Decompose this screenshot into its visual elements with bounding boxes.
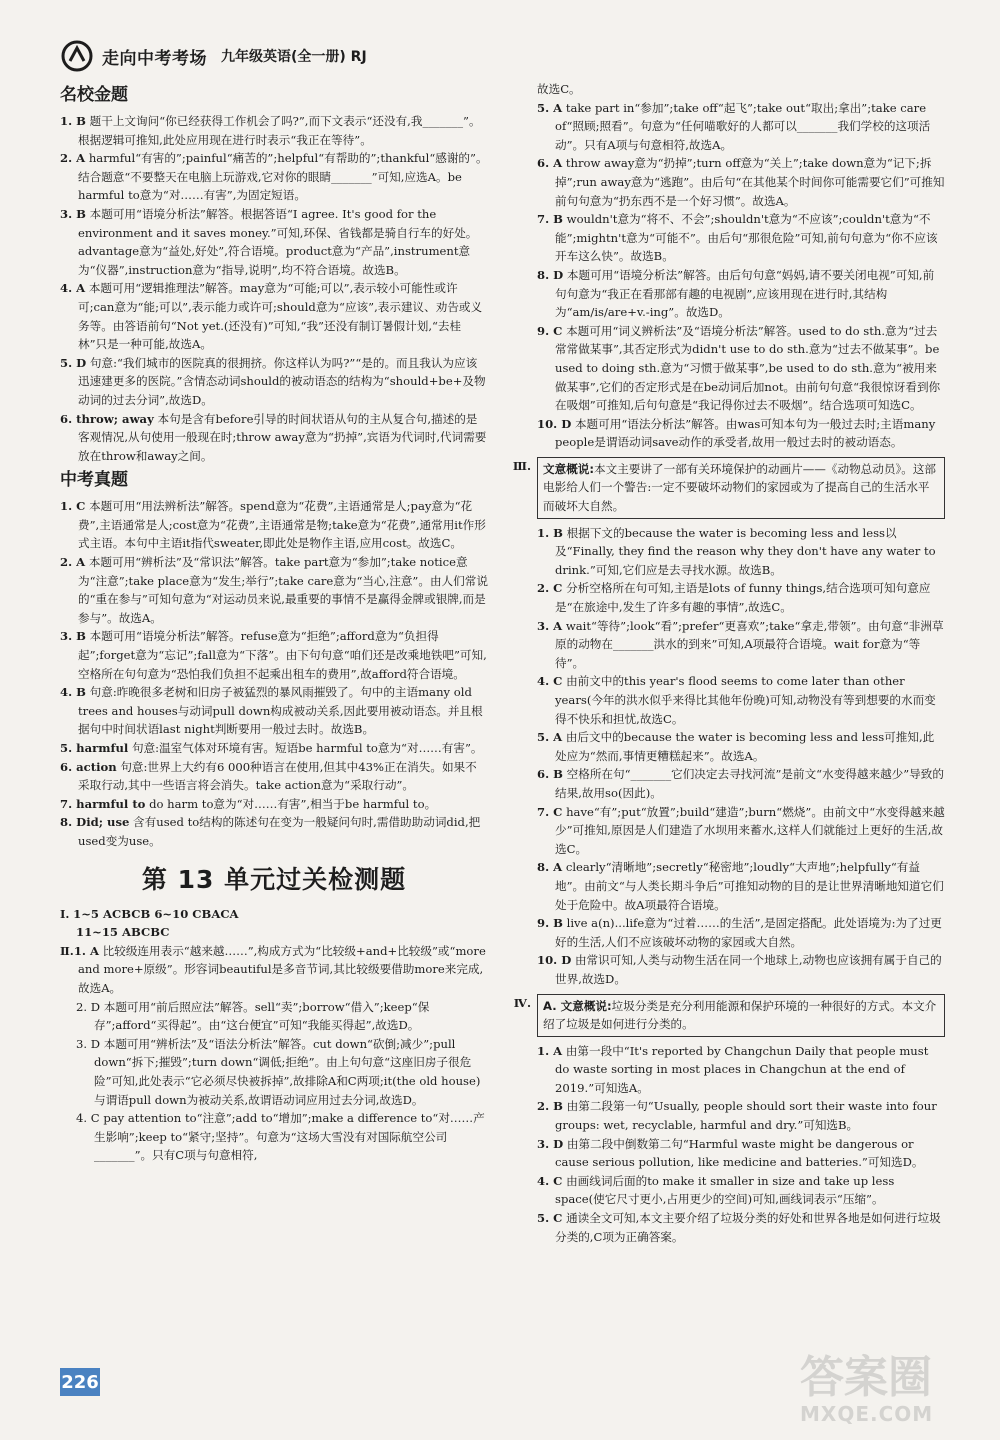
answer-item: 9. B live a(n)...life意为“过着……的生活”,是固定搭配。此处语境为:为了过更好的生活,人们不应该破坏动物的家园或大自然。 xyxy=(537,916,942,949)
answer-item: 1. B 题干上文询问“你已经获得工作机会了吗?”,而下文表示“还没有,我_______”。根据逻辑可推知,此处应用现在进行时表示“我正在等待”。 xyxy=(60,114,481,147)
left-column xyxy=(60,80,488,1165)
answer-item: 4. C 由前文中的this year's flood seems to come later than other years(今年的洪水似乎来得比其他年份晚)可知,动物没有等到想要的水而变得不快乐和担忧,故选C。 xyxy=(537,674,936,726)
answer-item: 6. throw; away 本句是含有before引导的时间状语从句的主从复合句,描述的是客观情况,从句使用一般现在时;throw away意为“扔掉”,宾语为代词时,代词需要放在throw和away之间。 xyxy=(60,411,487,463)
answer-item: 4. C pay attention to“注意”;add to“增加”;make a difference to“对……产生影响”;keep to“紧守;坚持”。句意为“这场大雪没有对国际航空公司_______”。只有C项与句意相符, xyxy=(76,1111,485,1163)
section-zhongkao-answers xyxy=(60,497,488,850)
answer-item: 2. A 本题可用“辨析法”及“常识法”解答。take part意为“参加”;take notice意为“注意”;take place意为“发生;举行”;take care意为“当心,注意”。由人们常说的“重在参与”可知句意为“对运动员来说,最重要的事情不是赢得金牌或银牌,而是参与”。故选A。 xyxy=(60,555,488,625)
book-subtitle: 九年级英语(全一册) RJ xyxy=(221,49,367,65)
answers-part-III xyxy=(537,524,945,989)
summary-box: 文意概说:本文主要讲了一部有关环境保护的动画片——《动物总动员》。这部电影给人们一个警告:一定不要破坏动物们的家园或为了提高自己的生活水平而破坏大自然。 xyxy=(537,457,945,519)
answer-item: 2. B 由第二段第一句“Usually, people should sort their waste into four groups: wet, recyclable, harmful and dry.”可知选B。 xyxy=(537,1099,937,1133)
answer-item: 8. D 本题可用“语境分析法”解答。由后句句意“妈妈,请不要关闭电视”可知,前句句意为“我正在看那部有趣的电视剧”,应该用现在进行时,其结构为“am/is/are+v.-ing”。故选D。 xyxy=(537,267,935,320)
answer-item: 3. A wait“等待”;look“看”;prefer“更喜欢”;take“拿走,带领”。由句意“非洲草原的动物在_______洪水的到来”可知,A项最符合语境。wait for意为“等待”。 xyxy=(537,618,944,670)
answer-item: 2. A harmful“有害的”;painful“痛苦的”;helpful“有帮助的”;thankful“感谢的”。结合题意“不要整天在电脑上玩游戏,它对你的眼睛_______”可知,应选A。be harmful to意为“对……有害”,为固定短语。 xyxy=(60,151,488,203)
answer-item: 7. harmful to do harm to意为“对……有害”,相当于be harmful to。 xyxy=(60,796,437,811)
section-title-zhongkao: 中考真题 xyxy=(60,470,128,491)
answers-part-IV xyxy=(537,1042,945,1247)
publisher-logo-icon xyxy=(60,39,94,73)
answers-part-I: Ⅰ. 1~5 ACBCB 6~10 CBACA xyxy=(60,906,239,921)
part-IV-label: Ⅳ. xyxy=(513,995,531,1010)
page-number: 226 xyxy=(60,1368,100,1396)
book-title: 走向中考考场 xyxy=(102,48,207,69)
answer-item: 5. A 由后文中的because the water is becoming less and less可推知,此处应为“然而,事情更糟糕起来”。故选A。 xyxy=(537,730,935,763)
answer-item: 4. C 由画线词后面的to make it smaller in size and take up less space(使它尺寸更小,占用更少的空间)可知,画线词表示“压缩”。 xyxy=(537,1173,895,1207)
answer-item: 3. B 本题可用“语境分析法”解答。refuse意为“拒绝”;afford意为“负担得起”;forget意为“忘记”;fall意为“下落”。由下句句意“咱们还是改乘地铁吧”可知,空格所在句句意为“恐怕我们负担不起乘出租车的费用”,故afford符合语境。 xyxy=(60,629,487,681)
answer-item: 8. Did; use 含有used to结构的陈述句在变为一般疑问句时,需借助助动词did,把used变为use。 xyxy=(60,815,481,848)
watermark-logo xyxy=(800,1354,980,1432)
answers-part-II xyxy=(60,942,488,1165)
answer-item: Ⅱ.1. A 比较级连用表示“越来越……”,构成方式为“比较级+and+比较级”或“more and more+原级”。形容词beautiful是多音节词,其比较级要借助more来完成,故选A。 xyxy=(60,943,486,995)
answer-item: 8. A clearly“清晰地”;secretly“秘密地”;loudly“大声地”;helpfully“有益地”。由前文“与人类长期斗争后”可推知动物的目的是让世界清晰地知道它们处于危险中。故A项最符合语境。 xyxy=(537,860,944,912)
summary-box: A. 文意概说:垃圾分类是充分利用能源和保护环境的一种很好的方式。本文介绍了垃圾是如何进行分类的。 xyxy=(537,994,945,1037)
section-title-mingxiao: 名校金题 xyxy=(60,85,128,105)
answer-item: 10. D 由常识可知,人类与动物生活在同一个地球上,动物也应该拥有属于自己的世界,故选D。 xyxy=(537,953,942,986)
section-mingxiao-answers xyxy=(60,112,488,465)
answer-item: 9. C 本题可用“词义辨析法”及“语境分析法”解答。used to do sth.意为“过去常常做某事”,其否定形式为didn't use to do sth.意为“过去不做某事”。be used to doing sth.意为“习惯于做某事”,be used to do sth.意为“被用来做某事”,它们的否定形式是在be动词后加not。由前句句意“我很惊讶看到你在吸烟”可推知,后句句意是“我记得你过去不吸烟”。结合选项可知选C。 xyxy=(537,323,941,413)
page-header xyxy=(60,36,520,76)
answer-item: 2. C 分析空格所在句可知,主语是lots of funny things,结合选项可知句意应是“在旅途中,发生了许多有趣的事情”,故选C。 xyxy=(537,581,931,615)
watermark-text: 答案圈 xyxy=(800,1352,932,1403)
answer-item: 3. B 本题可用“语境分析法”解答。根据答语“I agree. It's good for the environment and it saves money.”可知,环保、省钱都是骑自行车的好处。advantage意为“益处,好处”,符合语境。product意为“产品”,instrument意为“仪器”,instruction意为“指导,说明”,均不符合语境。故选B。 xyxy=(60,206,478,277)
answer-item: 5. harmful 句意:温室气体对环境有害。短语be harmful to意为“对……有害”。 xyxy=(60,741,483,755)
answer-item: 5. A take part in“参加”;take off“起飞”;take out“取出;拿出”;take care of“照顾;照看”。句意为“任何喵歌好的人都可以_______我们学校的这项活动”。只有A项与句意相符,故选A。 xyxy=(537,100,931,152)
answer-item: 1. C 本题可用“用法辨析法”解答。spend意为“花费”,主语通常是人;pay意为“花费”,主语通常是人;cost意为“花费”,主语通常是物;take意为“花费”,通常用it作形式主语。本句中主语it指代sweater,即此处是物作主语,应用cost。故选C。 xyxy=(60,499,486,551)
part-III-label: Ⅲ. xyxy=(512,458,531,473)
answer-item: 2. D 本题可用“前后照应法”解答。sell“卖”;borrow“借入”;keep“保存”;afford“买得起”。由“这台便宜”可知“我能买得起”,故选D。 xyxy=(76,999,430,1033)
answer-item: 3. D 本题可用“辨析法”及“语法分析法”解答。cut down“砍倒;减少”;pull down“拆下;摧毁”;turn down“调低;拒绝”。由上句句意“这座旧房子很危险”可知,此处表示“它必须尽快被拆掉”,故排除A和C两项;it(the old house)与谓语pull down为被动关系,故谓语动词应用过去分词,故选D。 xyxy=(76,1036,481,1107)
answer-item: 6. action 句意:世界上大约有6 000种语言在使用,但其中43%正在消失。如果不采取行动,其中一些语言将会消失。take action意为“采取行动”。 xyxy=(60,759,477,793)
answers-part-II-cont xyxy=(537,99,945,452)
answer-item: 6. A throw away意为“扔掉”;turn off意为“关上”;take down意为“记下;拆掉”;run away意为“逃跑”。由后句“在其他某个时间你可能需要它们”可推知前句句意为“扔东西不是一个好习惯”。故选A。 xyxy=(537,156,945,208)
continued-text: 故选C。 xyxy=(537,82,581,96)
part-IV-summary xyxy=(511,994,945,1037)
answer-item: 1. B 根据下文的because the water is becoming less and less以及“Finally, they find the reason why they don't have any water to drink.”可知,它们应是去寻找水源。故选B。 xyxy=(537,525,936,577)
answer-item: 4. B 句意:昨晚很多老树和旧房子被猛烈的暴风雨摧毁了。句中的主语many old trees and houses与动词pull down构成被动关系,因此要用被动语态。并且根据句中时间状语last night判断要用一般过去时。故选B。 xyxy=(60,685,483,737)
part-III-summary xyxy=(511,457,945,519)
answer-item: 5. D 句意:“我们城市的医院真的很拥挤。你这样认为吗?”“是的。而且我认为应该迅速建更多的医院。”含情态动词should的被动语态的结构为“should+be+及物动词的过去分词”,故选D。 xyxy=(60,355,486,407)
answer-item: 7. C have“有”;put“放置”;build“建造”;burn“燃烧”。由前文中“水变得越来越少”可推知,原因是人们建造了水坝用来蓄水,这样人们就能过上更好的生活,故选C。 xyxy=(537,804,945,856)
watermark-site: MXQE.COM xyxy=(800,1402,934,1426)
answers-part-I-line2: 11~15 ABCBC xyxy=(76,925,170,940)
answer-item: 10. D 本题可用“语法分析法”解答。由was可知本句为一般过去时;主语many people是谓语动词save动作的承受者,故用一般过去时的被动语态。 xyxy=(537,416,936,450)
answer-item: 1. A 由第一段中“It's reported by Changchun Daily that people must do waste sorting in most places in Changchun at the end of 2019.”可知选A。 xyxy=(537,1043,929,1095)
unit-title: 第 13 单元过关检测题 xyxy=(141,864,407,894)
answer-item: 7. B wouldn't意为“将不、不会”;shouldn't意为“不应该”;couldn't意为“不能”;mightn't意为“可能不”。由后句“那很危险”可知,前句句意为“你不应该开车这么快”。故选B。 xyxy=(537,212,938,264)
right-column xyxy=(512,80,945,1246)
answer-item: 3. D 由第二段中倒数第二句“Harmful waste might be dangerous or cause serious pollution, like medicine and batteries.”可知选D。 xyxy=(537,1136,924,1170)
answer-item: 4. A 本题可用“逻辑推理法”解答。may意为“可能;可以”,表示较小可能性或许可;can意为“能;可以”,表示能力或许可;should意为“应该”,表示建议、劝告或义务等。由答语前句“Not yet.(还没有)”可知,“我”还没有制订暑假计划,“去桂林”只是一种可能,故选A。 xyxy=(60,281,483,352)
answer-item: 6. B 空格所在句“_______它们决定去寻找河流”是前文“水变得越来越少”导致的结果,故用so(因此)。 xyxy=(537,767,944,800)
answer-item: 5. C 通读全文可知,本文主要介绍了垃圾分类的好处和世界各地是如何进行垃圾分类的,C项为正确答案。 xyxy=(537,1211,941,1244)
